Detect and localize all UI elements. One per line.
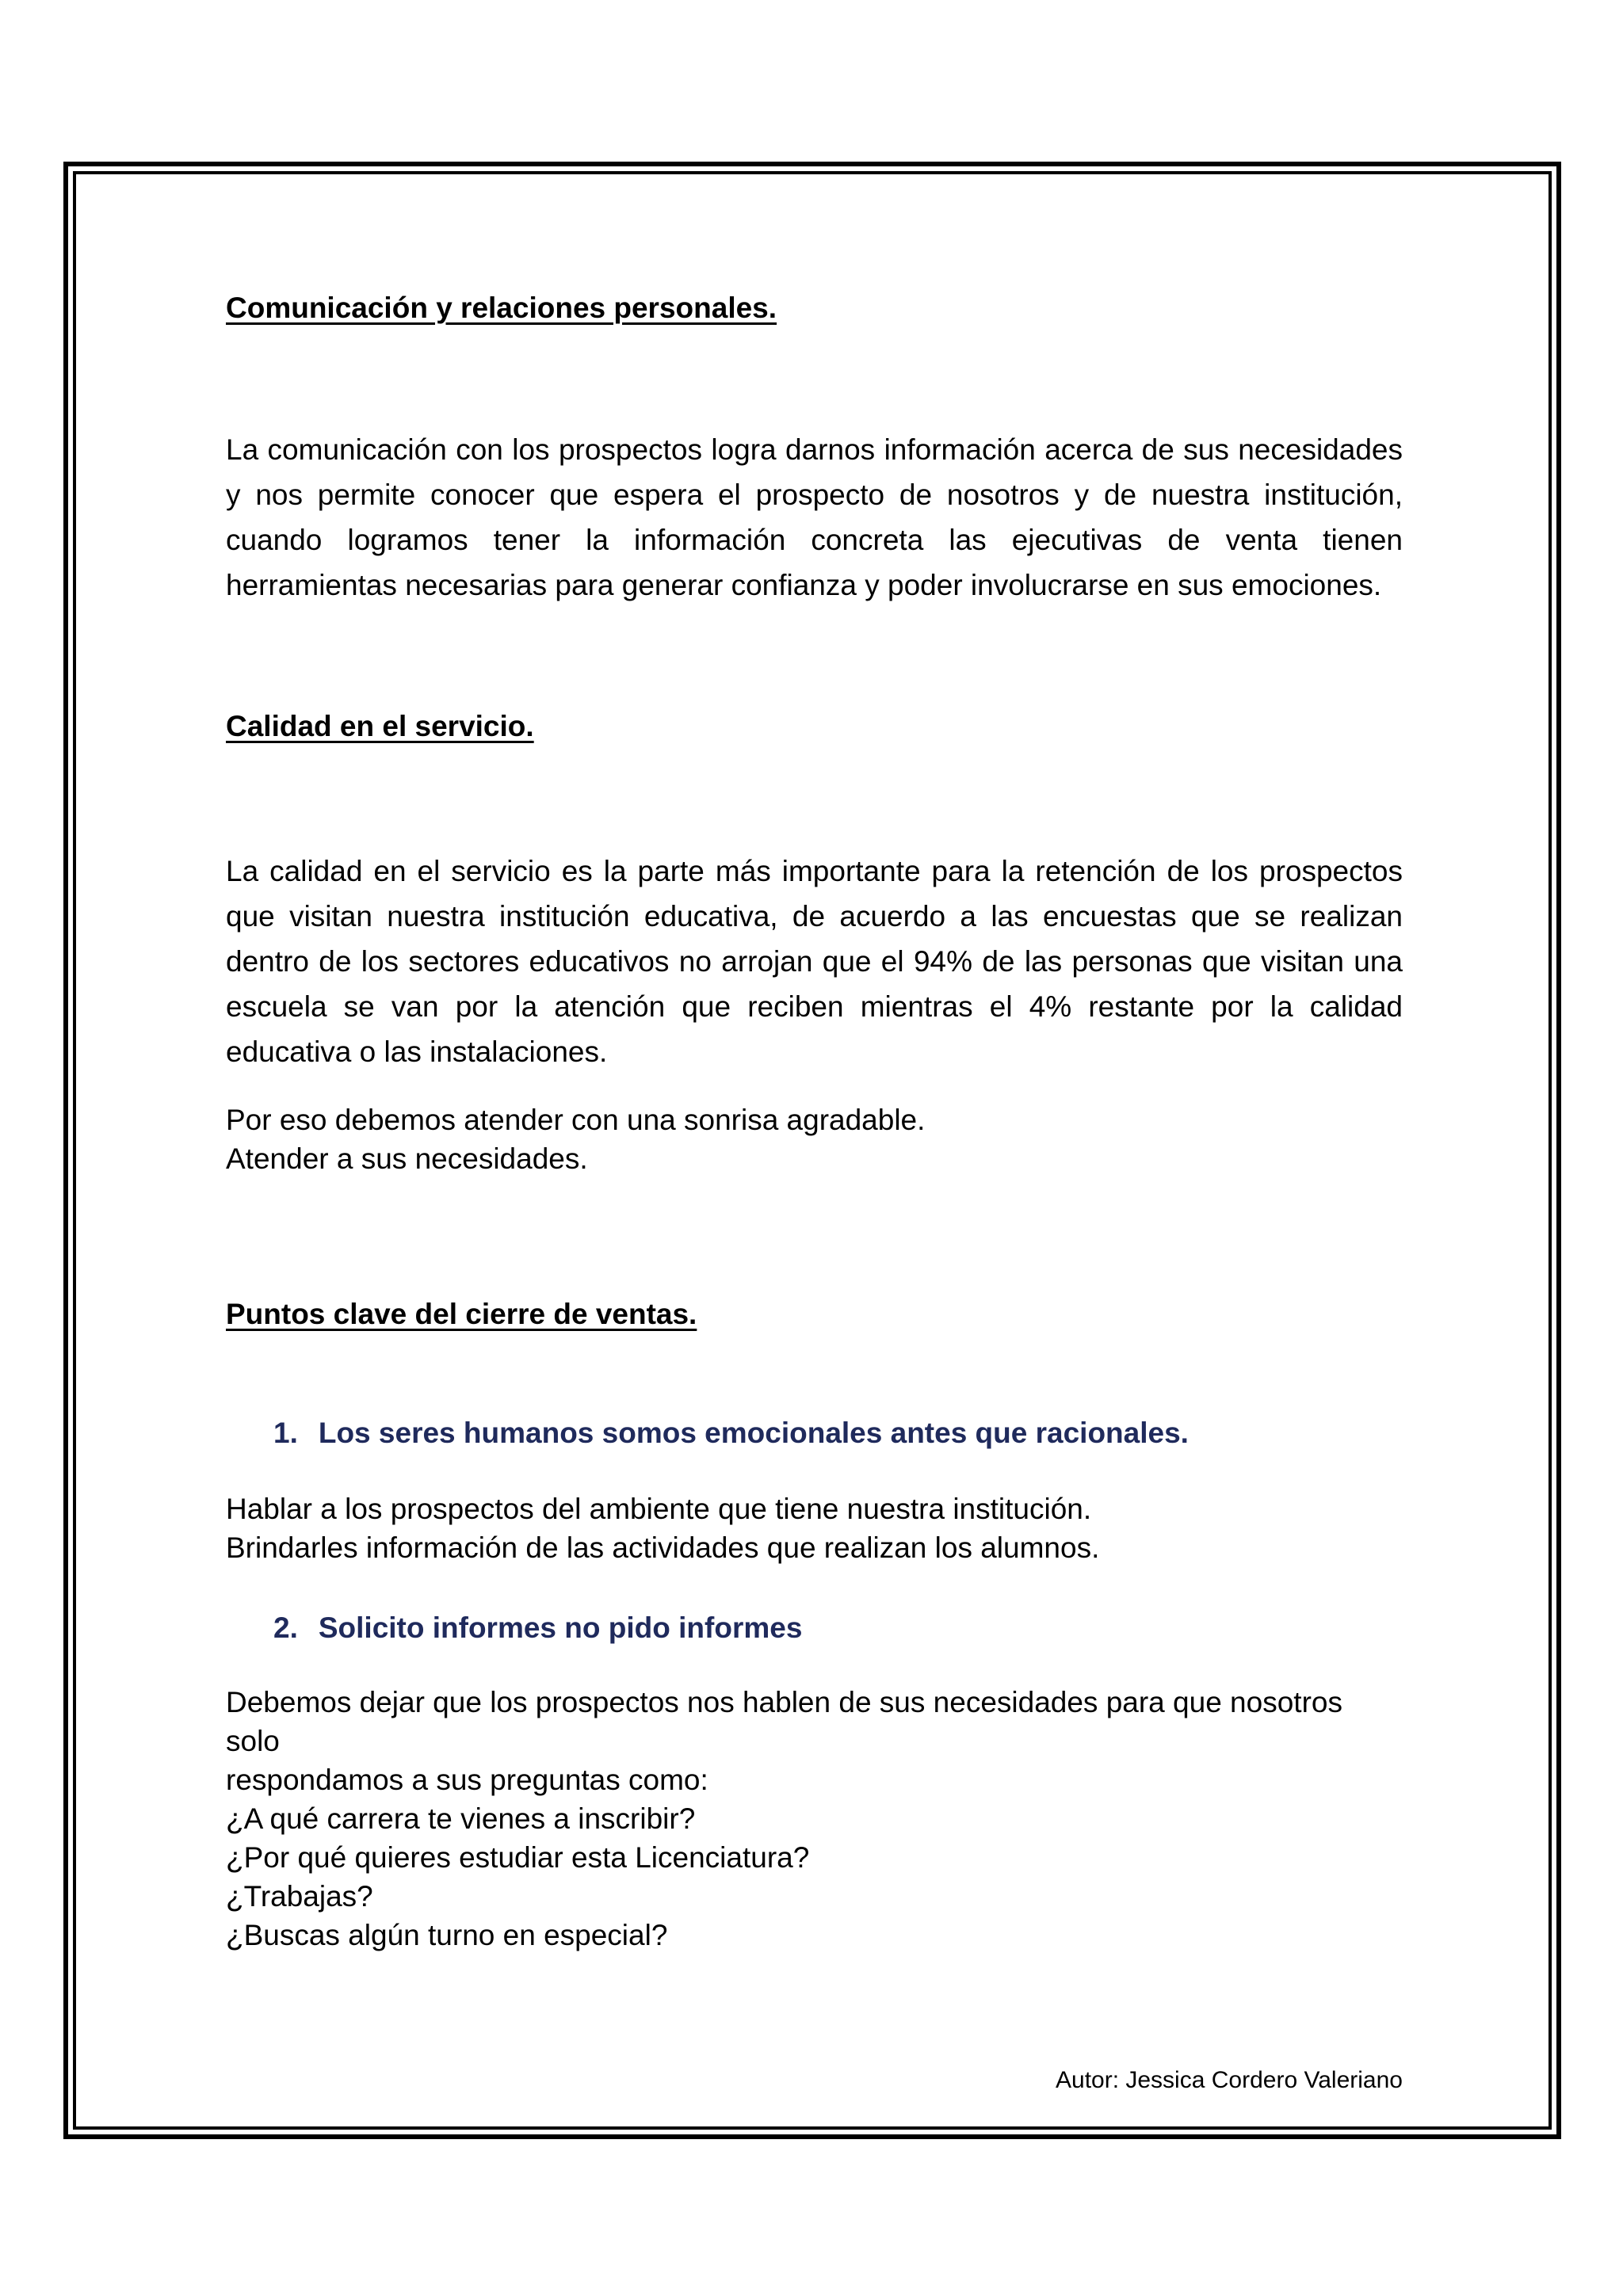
question-list (226, 1799, 1403, 1955)
point-title: Solicito informes no pido informes (318, 1611, 803, 1644)
point-2-body (226, 1683, 1403, 1799)
point-1-body (226, 1489, 1403, 1567)
numbered-point-1 (273, 1410, 1189, 1455)
point-body-line: respondamos a sus preguntas como: (226, 1764, 708, 1796)
question-item: ¿Trabajas? (226, 1880, 373, 1913)
calidad-notes (226, 1100, 1403, 1178)
section-heading-calidad: Calidad en el servicio. (226, 710, 534, 742)
point-number: 2. (273, 1611, 298, 1644)
point-body-line: Hablar a los prospectos del ambiente que tiene nuestra institución. (226, 1493, 1092, 1525)
question-item: ¿Buscas algún turno en especial? (226, 1919, 668, 1951)
author-credit: Autor: Jessica Cordero Valeriano (1056, 2067, 1403, 2093)
point-body-line: Brindarles información de las actividades que realizan los alumnos. (226, 1531, 1100, 1564)
calidad-note-line: Atender a sus necesidades. (226, 1142, 588, 1175)
paragraph-calidad: La calidad en el servicio es la parte más importante para la retención de los prospectos que visitan nuestra institución educativa, de acuerdo a las encuestas que se realizan dentro de los sectores educativos no arrojan que el 94% de las personas que visitan una escuela se van por la atención que reciben mientras el 4% restante por la calidad educativa o las instalaciones. (226, 855, 1403, 1068)
question-item: ¿Por qué quieres estudiar esta Licenciatura? (226, 1841, 810, 1874)
point-body-line: Debemos dejar que los prospectos nos hablen de sus necesidades para que nosotros solo (226, 1686, 1342, 1757)
calidad-note-line: Por eso debemos atender con una sonrisa agradable. (226, 1104, 926, 1136)
question-item: ¿A qué carrera te vienes a inscribir? (226, 1802, 696, 1835)
point-title: Los seres humanos somos emocionales antes que racionales. (318, 1417, 1189, 1449)
section-heading-comunicacion: Comunicación y relaciones personales. (226, 292, 777, 324)
point-number: 1. (273, 1417, 298, 1449)
document-body (226, 0, 1403, 2296)
section-heading-puntos-clave: Puntos clave del cierre de ventas. (226, 1298, 697, 1330)
paragraph-comunicacion: La comunicación con los prospectos logra darnos información acerca de sus necesidades y nos permite conocer que espera el prospecto de nosotros y de nuestra institución, cuando logramos tener la información concreta las ejecutivas de venta tienen herramientas necesarias para generar confianza y poder involucrarse en sus emociones. (226, 433, 1403, 601)
numbered-point-2 (273, 1605, 802, 1650)
